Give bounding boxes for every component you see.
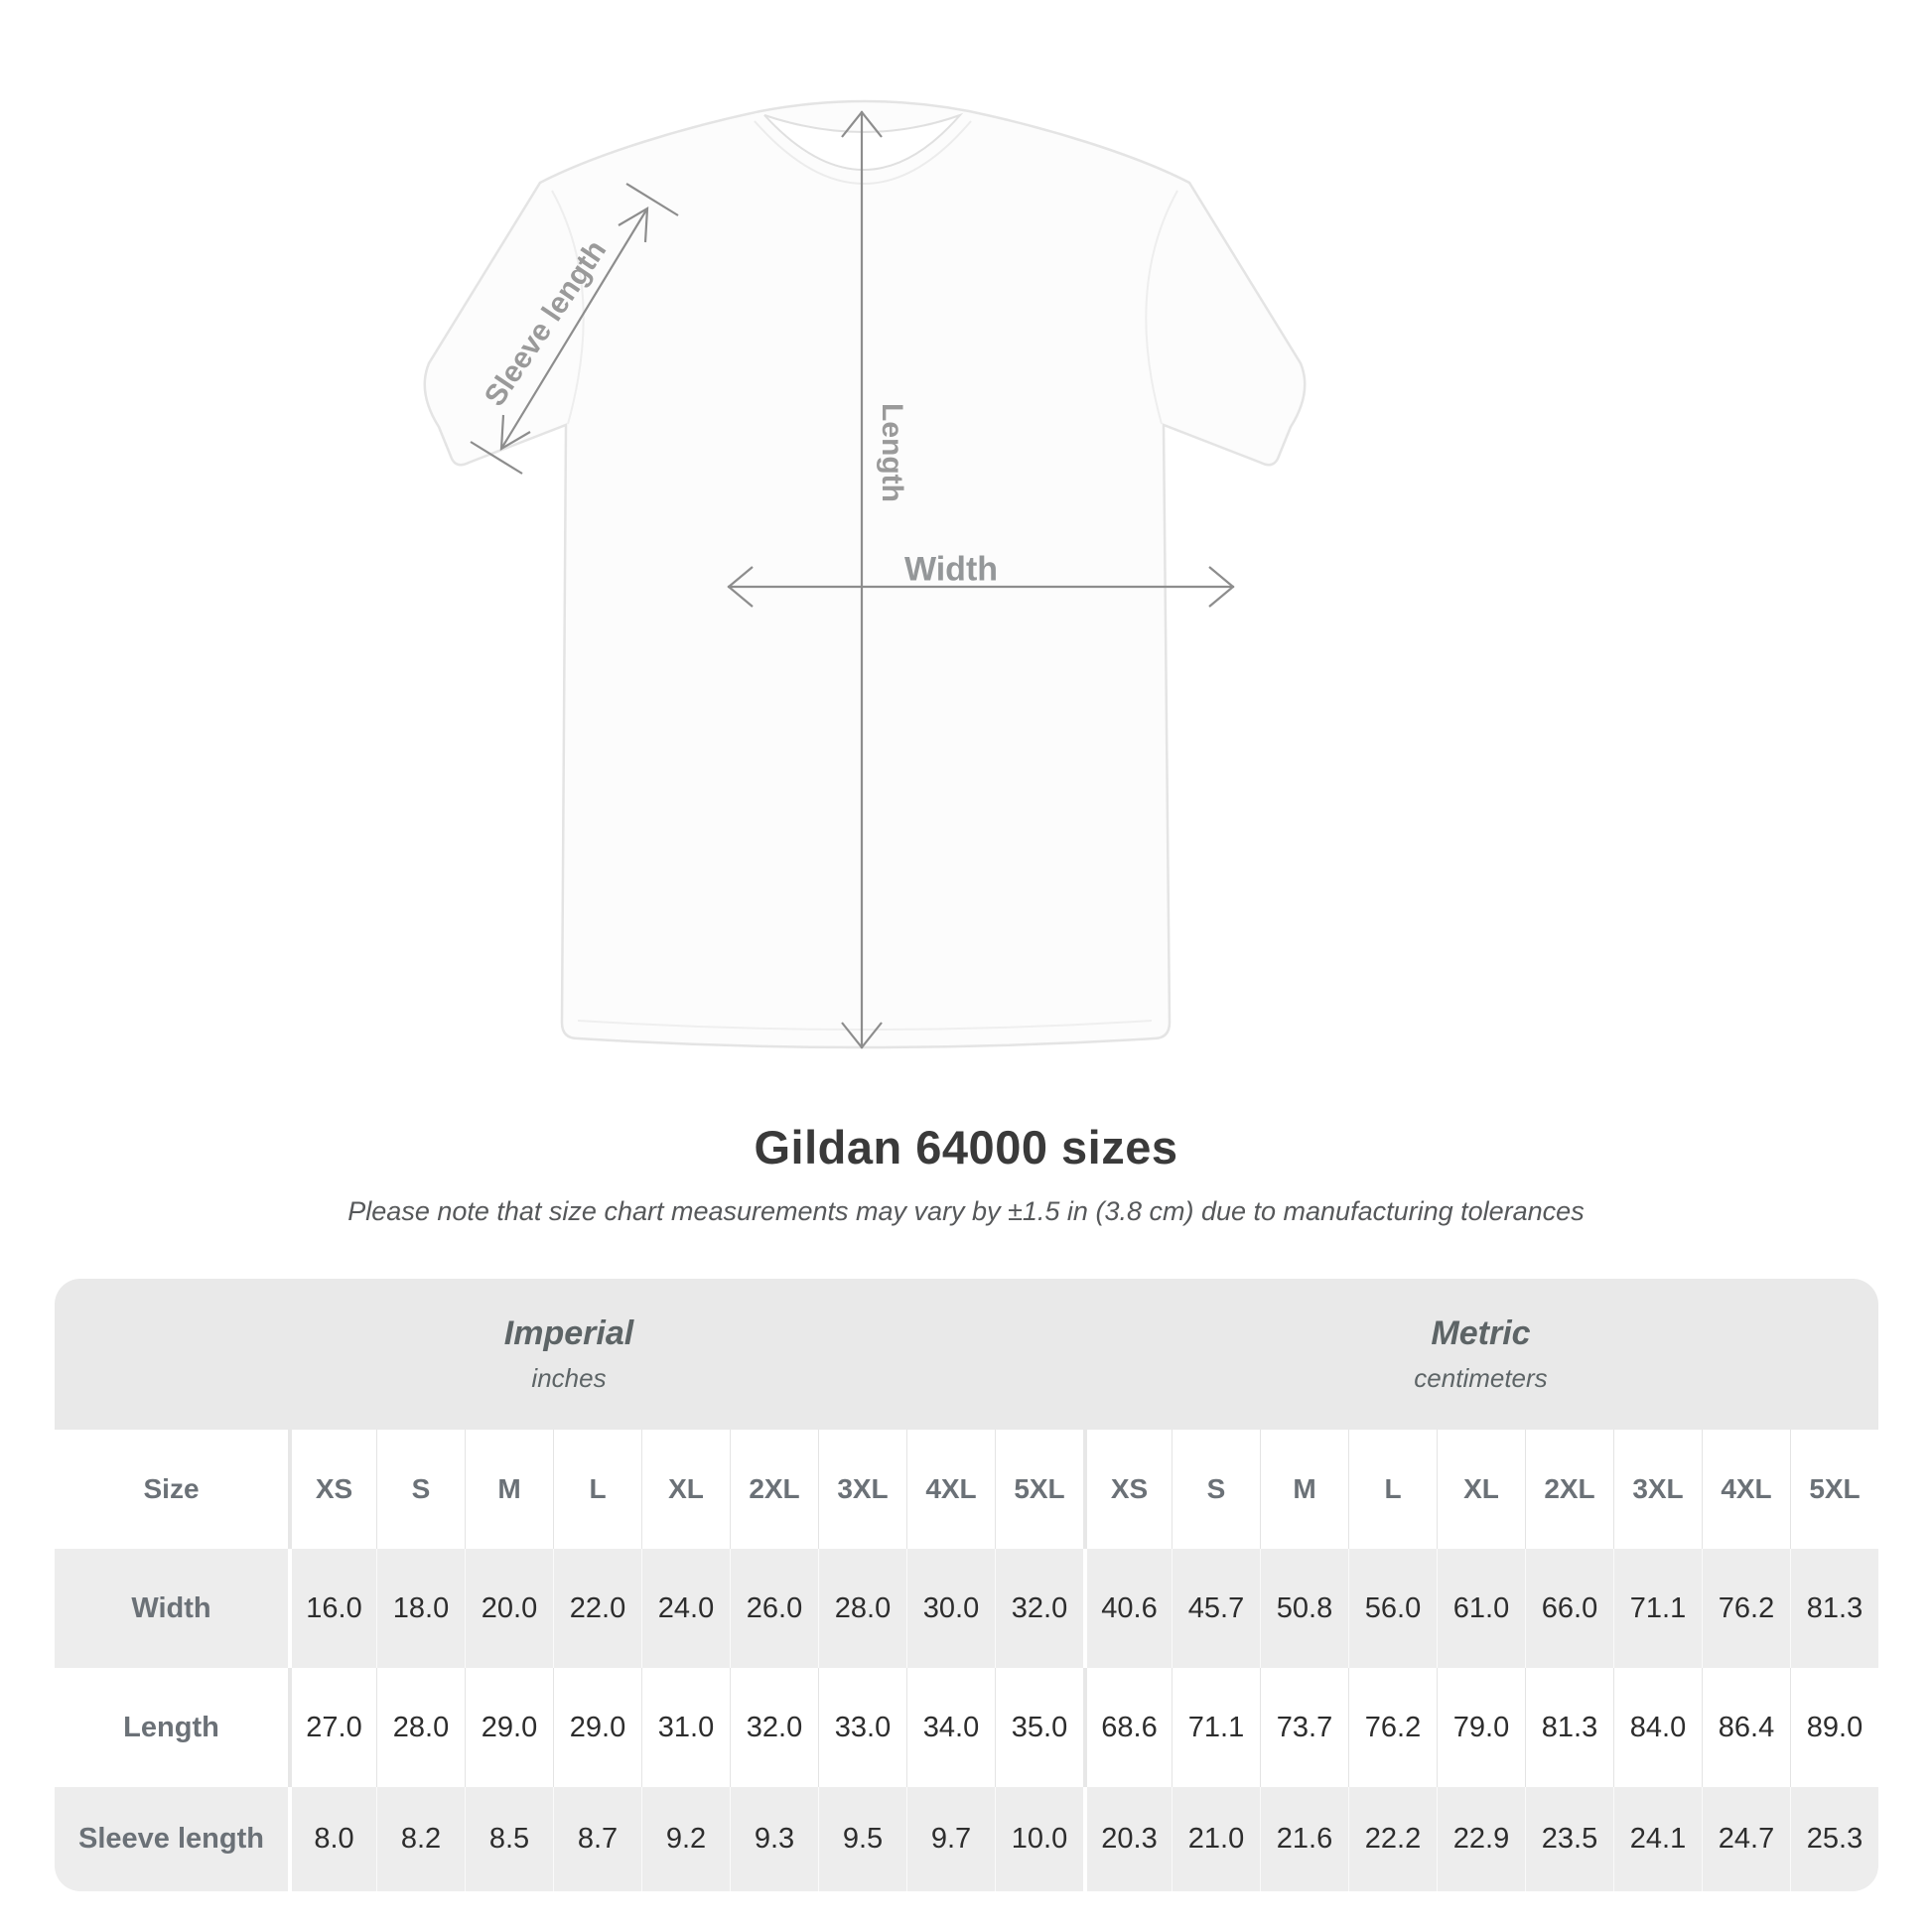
metric-size-header-2xl: 2XL [1525, 1430, 1613, 1549]
width-imperial-value-l: 22.0 [553, 1549, 641, 1668]
size-table-grid [55, 1430, 1878, 1891]
tshirt-body [425, 101, 1305, 1047]
length-imperial-value-4xl: 34.0 [906, 1668, 995, 1787]
sleeve-length-imperial-value-5xl: 10.0 [995, 1787, 1083, 1891]
imperial-size-header-m: M [465, 1430, 553, 1549]
length-metric-value-xl: 79.0 [1437, 1668, 1525, 1787]
length-imperial-value-2xl: 32.0 [730, 1668, 818, 1787]
metric-size-header-4xl: 4XL [1702, 1430, 1790, 1549]
sleeve-length-imperial-value-3xl: 9.5 [818, 1787, 906, 1891]
width-metric-value-xl: 61.0 [1437, 1549, 1525, 1668]
width-imperial-value-xs: 16.0 [288, 1549, 376, 1668]
length-imperial-value-xl: 31.0 [641, 1668, 730, 1787]
width-imperial-value-5xl: 32.0 [995, 1549, 1083, 1668]
width-metric-value-m: 50.8 [1260, 1549, 1348, 1668]
imperial-size-header-4xl: 4XL [906, 1430, 995, 1549]
sleeve-length-metric-value-m: 21.6 [1260, 1787, 1348, 1891]
imperial-size-header-xl: XL [641, 1430, 730, 1549]
length-imperial-value-s: 28.0 [376, 1668, 465, 1787]
width-metric-value-2xl: 66.0 [1525, 1549, 1613, 1668]
metric-size-header-s: S [1172, 1430, 1260, 1549]
sleeve-length-imperial-value-xs: 8.0 [288, 1787, 376, 1891]
metric-size-header-xl: XL [1437, 1430, 1525, 1549]
width-imperial-value-m: 20.0 [465, 1549, 553, 1668]
imperial-size-header-5xl: 5XL [995, 1430, 1083, 1549]
sleeve-length-metric-value-xs: 20.3 [1083, 1787, 1172, 1891]
width-metric-value-5xl: 81.3 [1790, 1549, 1878, 1668]
sleeve-length-imperial-value-m: 8.5 [465, 1787, 553, 1891]
unit-group-header [55, 1279, 1878, 1430]
metric-size-header-l: L [1348, 1430, 1437, 1549]
sleeve-length-imperial-value-xl: 9.2 [641, 1787, 730, 1891]
width-imperial-value-2xl: 26.0 [730, 1549, 818, 1668]
length-metric-value-4xl: 86.4 [1702, 1668, 1790, 1787]
sleeve-length-metric-value-xl: 22.9 [1437, 1787, 1525, 1891]
sleeve-length-imperial-value-2xl: 9.3 [730, 1787, 818, 1891]
length-imperial-value-3xl: 33.0 [818, 1668, 906, 1787]
sleeve-length-imperial-value-l: 8.7 [553, 1787, 641, 1891]
imperial-group-header [55, 1279, 1083, 1430]
width-imperial-value-4xl: 30.0 [906, 1549, 995, 1668]
metric-size-header-m: M [1260, 1430, 1348, 1549]
length-imperial-value-m: 29.0 [465, 1668, 553, 1787]
sleeve-length-metric-value-2xl: 23.5 [1525, 1787, 1613, 1891]
row-label-sleeve-length: Sleeve length [55, 1787, 288, 1891]
row-label-length: Length [55, 1668, 288, 1787]
metric-group-header [1083, 1279, 1878, 1430]
imperial-size-header-3xl: 3XL [818, 1430, 906, 1549]
width-imperial-value-3xl: 28.0 [818, 1549, 906, 1668]
metric-group-label: Metric [1431, 1314, 1531, 1352]
length-imperial-value-5xl: 35.0 [995, 1668, 1083, 1787]
length-metric-value-2xl: 81.3 [1525, 1668, 1613, 1787]
sleeve-length-metric-value-4xl: 24.7 [1702, 1787, 1790, 1891]
metric-size-header-3xl: 3XL [1613, 1430, 1702, 1549]
length-metric-value-5xl: 89.0 [1790, 1668, 1878, 1787]
sleeve-length-metric-value-s: 21.0 [1172, 1787, 1260, 1891]
imperial-group-label: Imperial [503, 1314, 634, 1352]
width-metric-value-l: 56.0 [1348, 1549, 1437, 1668]
width-metric-value-4xl: 76.2 [1702, 1549, 1790, 1668]
width-imperial-value-xl: 24.0 [641, 1549, 730, 1668]
sleeve-length-metric-value-3xl: 24.1 [1613, 1787, 1702, 1891]
length-metric-value-m: 73.7 [1260, 1668, 1348, 1787]
width-imperial-value-s: 18.0 [376, 1549, 465, 1668]
sleeve-length-metric-value-5xl: 25.3 [1790, 1787, 1878, 1891]
tolerance-note: Please note that size chart measurements may vary by ±1.5 in (3.8 cm) due to manufacturing tolerances [347, 1196, 1585, 1226]
size-corner-header: Size [55, 1430, 288, 1549]
width-metric-value-3xl: 71.1 [1613, 1549, 1702, 1668]
width-metric-value-s: 45.7 [1172, 1549, 1260, 1668]
length-imperial-value-l: 29.0 [553, 1668, 641, 1787]
width-metric-value-xs: 40.6 [1083, 1549, 1172, 1668]
imperial-size-header-xs: XS [288, 1430, 376, 1549]
page-title: Gildan 64000 sizes [754, 1121, 1178, 1173]
sleeve-length-metric-value-l: 22.2 [1348, 1787, 1437, 1891]
metric-size-header-xs: XS [1083, 1430, 1172, 1549]
imperial-group-unit: inches [531, 1363, 607, 1393]
length-metric-value-xs: 68.6 [1083, 1668, 1172, 1787]
length-metric-value-s: 71.1 [1172, 1668, 1260, 1787]
width-annotation-label: Width [903, 550, 999, 589]
imperial-size-header-l: L [553, 1430, 641, 1549]
sleeve-length-annotation-label: Sleeve length [478, 234, 614, 413]
length-imperial-value-xs: 27.0 [288, 1668, 376, 1787]
size-chart-table [55, 1279, 1878, 1891]
metric-group-unit: centimeters [1414, 1363, 1548, 1393]
length-metric-value-l: 76.2 [1348, 1668, 1437, 1787]
imperial-size-header-s: S [376, 1430, 465, 1549]
sleeve-length-imperial-value-4xl: 9.7 [906, 1787, 995, 1891]
imperial-size-header-2xl: 2XL [730, 1430, 818, 1549]
sleeve-length-imperial-value-s: 8.2 [376, 1787, 465, 1891]
metric-size-header-5xl: 5XL [1790, 1430, 1878, 1549]
length-annotation-label: Length [876, 403, 908, 502]
length-metric-value-3xl: 84.0 [1613, 1668, 1702, 1787]
row-label-width: Width [55, 1549, 288, 1668]
